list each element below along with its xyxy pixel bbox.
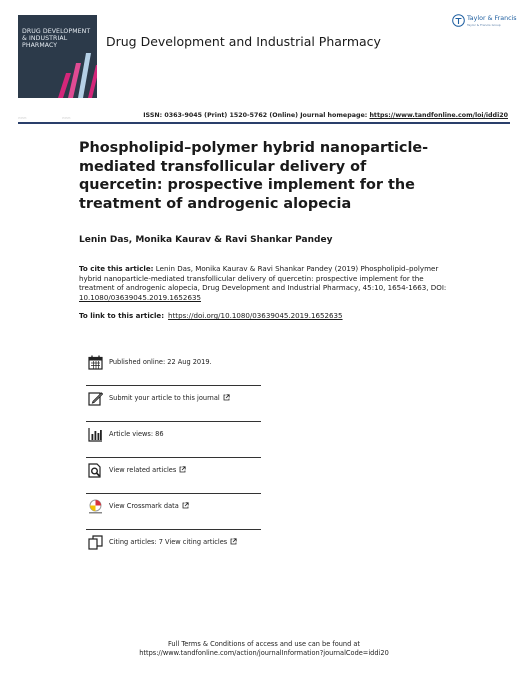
- journal-cover[interactable]: [18, 15, 97, 98]
- publisher-logo[interactable]: [452, 14, 517, 30]
- cite-text: Lenin Das, Monika Kaurav & Ravi Shankar Pandey (2019) Phospholipid–polymer hybrid nanoparticle-mediated transfollicular delivery of quercetin: prospective implement for the treatment of androgenic alopecia, Drug Development and Industrial Pharmacy, 45:10, 1654-1663, DOI:: [79, 264, 447, 293]
- crossmark-link[interactable]: [109, 502, 189, 510]
- header-rule: [18, 122, 510, 124]
- calendar-icon: [88, 355, 103, 370]
- cite-doi-link[interactable]: 10.1080/03639045.2019.1652635: [79, 292, 201, 302]
- submit-article-row[interactable]: [86, 386, 261, 422]
- related-articles-label: View related articles: [109, 466, 177, 474]
- external-link-icon: [182, 502, 189, 509]
- published-row: [86, 350, 261, 386]
- article-title: Phospholipid–polymer hybrid nanoparticle-mediated transfollicular delivery of quercetin: prospective implement for the treatment of androgenic alopecia: [79, 140, 429, 212]
- terms-footer: [0, 640, 528, 658]
- publisher-logo-icon: [452, 14, 465, 27]
- footer-terms-text: Full Terms & Conditions of access and use can be found at: [167, 640, 361, 648]
- article-link-line: [79, 311, 343, 320]
- faint-mark-icon: ▭▭▭: [18, 116, 27, 120]
- article-doi-link[interactable]: https://doi.org/10.1080/03639045.2019.1652635: [168, 311, 343, 320]
- cite-label: To cite this article:: [79, 264, 154, 273]
- external-link-icon: [230, 538, 237, 545]
- edit-icon: [88, 391, 103, 406]
- related-articles-link[interactable]: [109, 466, 186, 474]
- bar-chart-icon: [88, 427, 103, 442]
- crossmark-label: View Crossmark data: [109, 502, 179, 510]
- submit-article-label: Submit your article to this journal: [109, 394, 220, 402]
- cover-title-line: DRUG DEVELOPMENT: [22, 28, 91, 35]
- cover-title-line: PHARMACY: [22, 42, 58, 49]
- journal-name[interactable]: Drug Development and Industrial Pharmacy: [106, 34, 381, 49]
- submit-article-link[interactable]: [109, 394, 230, 402]
- cover-art: [52, 53, 97, 98]
- article-authors: Lenin Das, Monika Kaurav & Ravi Shankar Pandey: [79, 235, 333, 245]
- journal-homepage-link[interactable]: https://www.tandfonline.com/loi/iddi20: [369, 112, 508, 119]
- citation-block: [79, 264, 459, 302]
- cover-title: [22, 28, 94, 49]
- issn-line: [18, 112, 510, 119]
- related-articles-row[interactable]: [86, 458, 261, 494]
- link-label: To link to this article:: [79, 311, 165, 320]
- citing-documents-icon: [88, 535, 103, 550]
- faint-mark-icon: ▭▭▭: [62, 116, 71, 120]
- article-views-row: [86, 422, 261, 458]
- citing-articles-label: Citing articles: 7 View citing articles: [109, 538, 228, 546]
- external-link-icon: [223, 394, 230, 401]
- issn-text: ISSN: 0363-9045 (Print) 1520-5762 (Online) Journal homepage:: [143, 112, 370, 119]
- publisher-logo-name: Taylor & Francis: [467, 15, 517, 22]
- footer-terms-link[interactable]: https://www.tandfonline.com/action/journalInformation?journalCode=iddi20: [139, 649, 389, 657]
- citing-articles-link[interactable]: [109, 538, 237, 546]
- article-views: Article views: 86: [109, 430, 164, 438]
- cover-title-line: & INDUSTRIAL: [22, 35, 68, 42]
- external-link-icon: [179, 466, 186, 473]
- published-date: Published online: 22 Aug 2019.: [109, 358, 212, 366]
- crossmark-icon: [88, 499, 103, 514]
- citing-articles-row[interactable]: [86, 530, 261, 566]
- publisher-logo-sub: Taylor & Francis Group: [467, 23, 501, 27]
- article-info-list: [86, 350, 261, 566]
- crossmark-row[interactable]: [86, 494, 261, 530]
- related-search-icon: [88, 463, 103, 478]
